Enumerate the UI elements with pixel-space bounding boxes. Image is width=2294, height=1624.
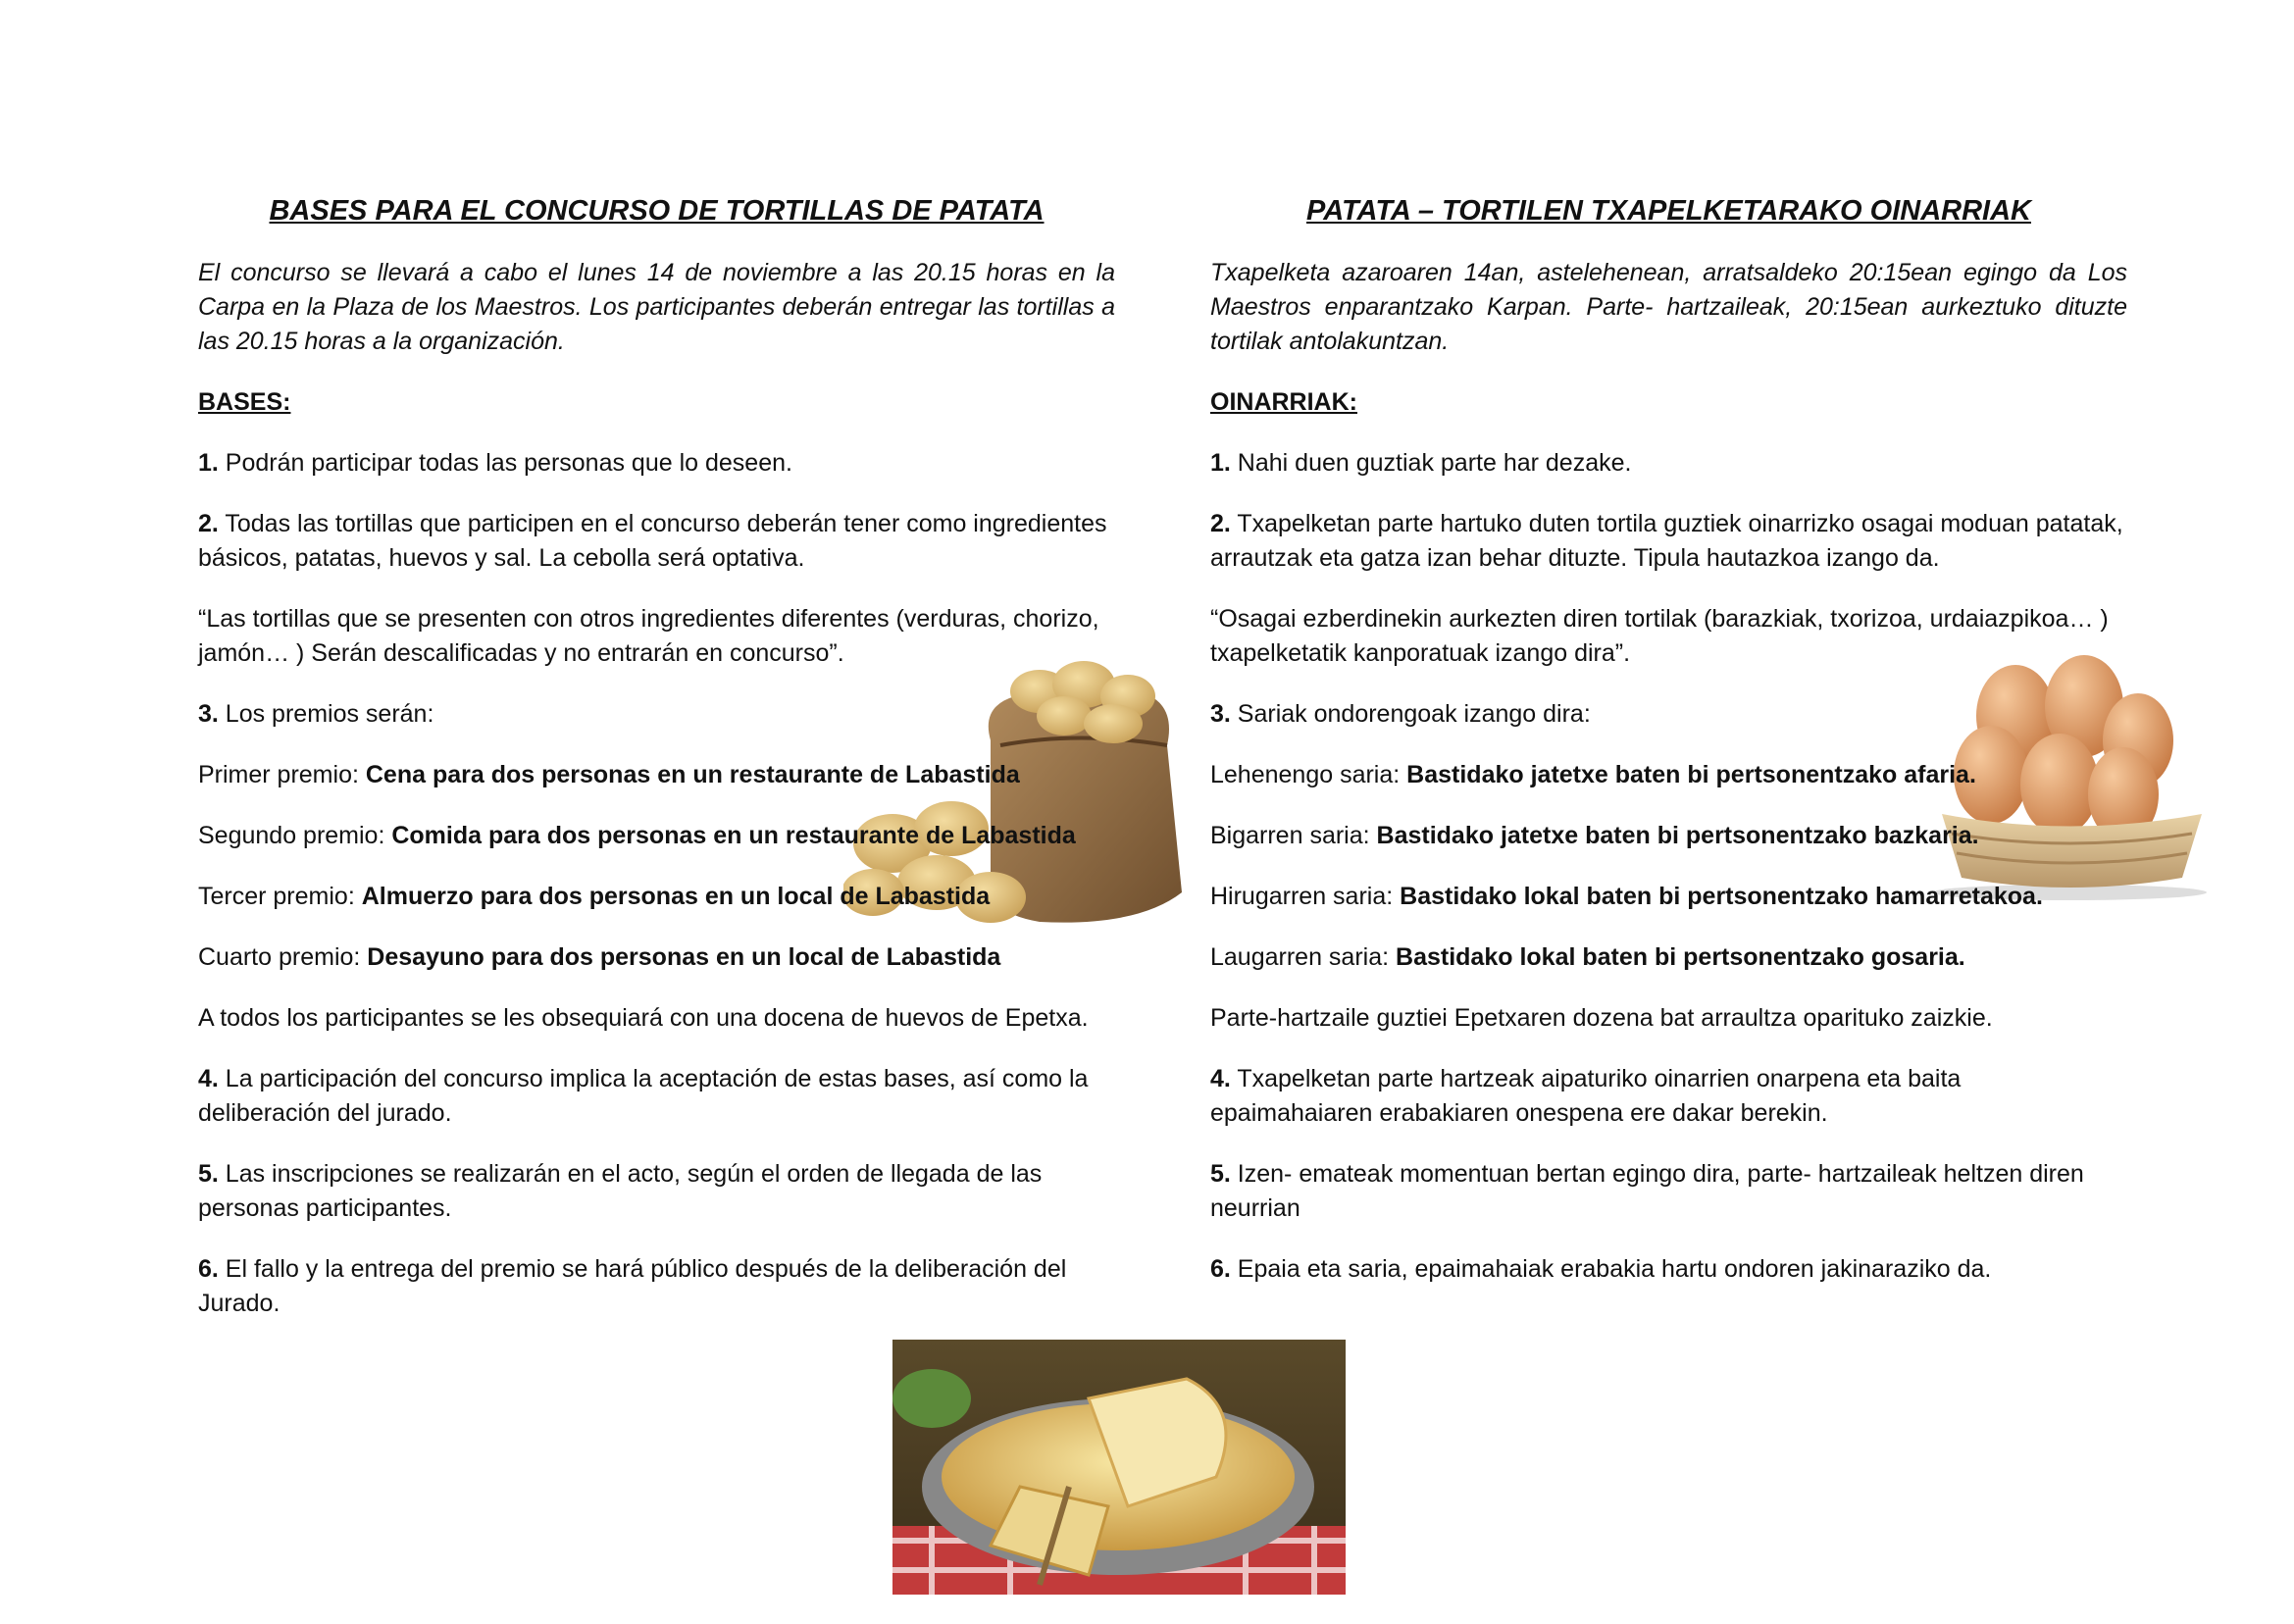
spanish-column xyxy=(198,194,1115,1347)
spanish-title: BASES PARA EL CONCURSO DE TORTILLAS DE PATATA xyxy=(269,195,1045,227)
basque-prize-3: Hirugarren saria: Bastidako lokal baten bi pertsonentzako hamarretakoa. xyxy=(1210,883,2043,910)
spanish-bases-heading: BASES: xyxy=(198,388,291,416)
spanish-intro: El concurso se llevará a cabo el lunes 14 de noviembre a las 20.15 horas en la Carpa en la Plaza de los Maestros. Los participantes deberán entregar las tortillas a las 20.15 horas a la organización. xyxy=(198,259,1115,355)
spanish-rule-4: 4. La participación del concurso implica la aceptación de estas bases, así como la deliberación del jurado. xyxy=(198,1065,1089,1127)
spanish-rule-2: 2. Todas las tortillas que participen en el concurso deberán tener como ingredientes básicos, patatas, huevos y sal. La cebolla será optativa. xyxy=(198,510,1107,572)
spanish-prize-3: Tercer premio: Almuerzo para dos personas en un local de Labastida xyxy=(198,883,991,910)
tortilla-image xyxy=(892,1340,1346,1595)
spanish-rule-3: 3. Los premios serán: xyxy=(198,700,434,728)
spanish-quote: “Las tortillas que se presenten con otros ingredientes diferentes (verduras, chorizo, jamón… ) Serán descalificadas y no entrarán en concurso”. xyxy=(198,605,1099,667)
basque-rule-1: 1. Nahi duen guztiak parte har dezake. xyxy=(1210,449,1632,477)
spanish-gift: A todos los participantes se les obsequiará con una docena de huevos de Epetxa. xyxy=(198,1004,1089,1032)
basque-rule-5: 5. Izen- emateak momentuan bertan egingo dira, parte- hartzaileak heltzen diren neurrian xyxy=(1210,1160,2084,1222)
basque-prize-2: Bigarren saria: Bastidako jatetxe baten bi pertsonentzako bazkaria. xyxy=(1210,822,1979,849)
basque-rule-2: 2. Txapelketan parte hartuko duten tortila guztiek oinarrizko osagai moduan patatak, arrautzak eta gatza izan behar dituzte. Tipula hautazkoa izango da. xyxy=(1210,510,2123,572)
spanish-rule-5: 5. Las inscripciones se realizarán en el acto, según el orden de llegada de las personas participantes. xyxy=(198,1160,1043,1222)
basque-rule-4: 4. Txapelketan parte hartzeak aipaturiko oinarrien onarpena eta baita epaimahaiaren erabakiaren onespena ere dakar berekin. xyxy=(1210,1065,1962,1127)
basque-gift: Parte-hartzaile guztiei Epetxaren dozena bat arraultza oparituko zaizkie. xyxy=(1210,1004,1993,1032)
basque-intro: Txapelketa azaroaren 14an, astelehenean, arratsaldeko 20:15ean egingo da Los Maestros enparantzako Karpan. Parte- hartzaileak, 20:15ean aurkeztuko dituzte tortilak antolakuntzan. xyxy=(1210,259,2127,355)
spanish-prize-2: Segundo premio: Comida para dos personas en un restaurante de Labastida xyxy=(198,822,1076,849)
spanish-rule-1: 1. Podrán participar todas las personas que lo deseen. xyxy=(198,449,792,477)
basque-rule-3: 3. Sariak ondorengoak izango dira: xyxy=(1210,700,1591,728)
basque-title: PATATA – TORTILEN TXAPELKETARAKO OINARRIAK xyxy=(1306,195,2031,227)
basque-rule-6: 6. Epaia eta saria, epaimahaiak erabakia hartu ondoren jakinaraziko da. xyxy=(1210,1255,1992,1283)
basque-prize-4: Laugarren saria: Bastidako lokal baten bi pertsonentzako gosaria. xyxy=(1210,943,1965,971)
spanish-prize-1: Primer premio: Cena para dos personas en un restaurante de Labastida xyxy=(198,761,1020,788)
basque-prize-1: Lehenengo saria: Bastidako jatetxe baten bi pertsonentzako afaria. xyxy=(1210,761,1976,788)
spanish-prize-4: Cuarto premio: Desayuno para dos personas en un local de Labastida xyxy=(198,943,1001,971)
spanish-rule-6: 6. El fallo y la entrega del premio se hará público después de la deliberación del Jurado. xyxy=(198,1255,1067,1317)
basque-quote: “Osagai ezberdinekin aurkezten diren tortilak (barazkiak, txorizoa, urdaiazpikoa… ) txapelketatik kanporatuak izango dira”. xyxy=(1210,605,2109,667)
basque-bases-heading: OINARRIAK: xyxy=(1210,388,1357,416)
